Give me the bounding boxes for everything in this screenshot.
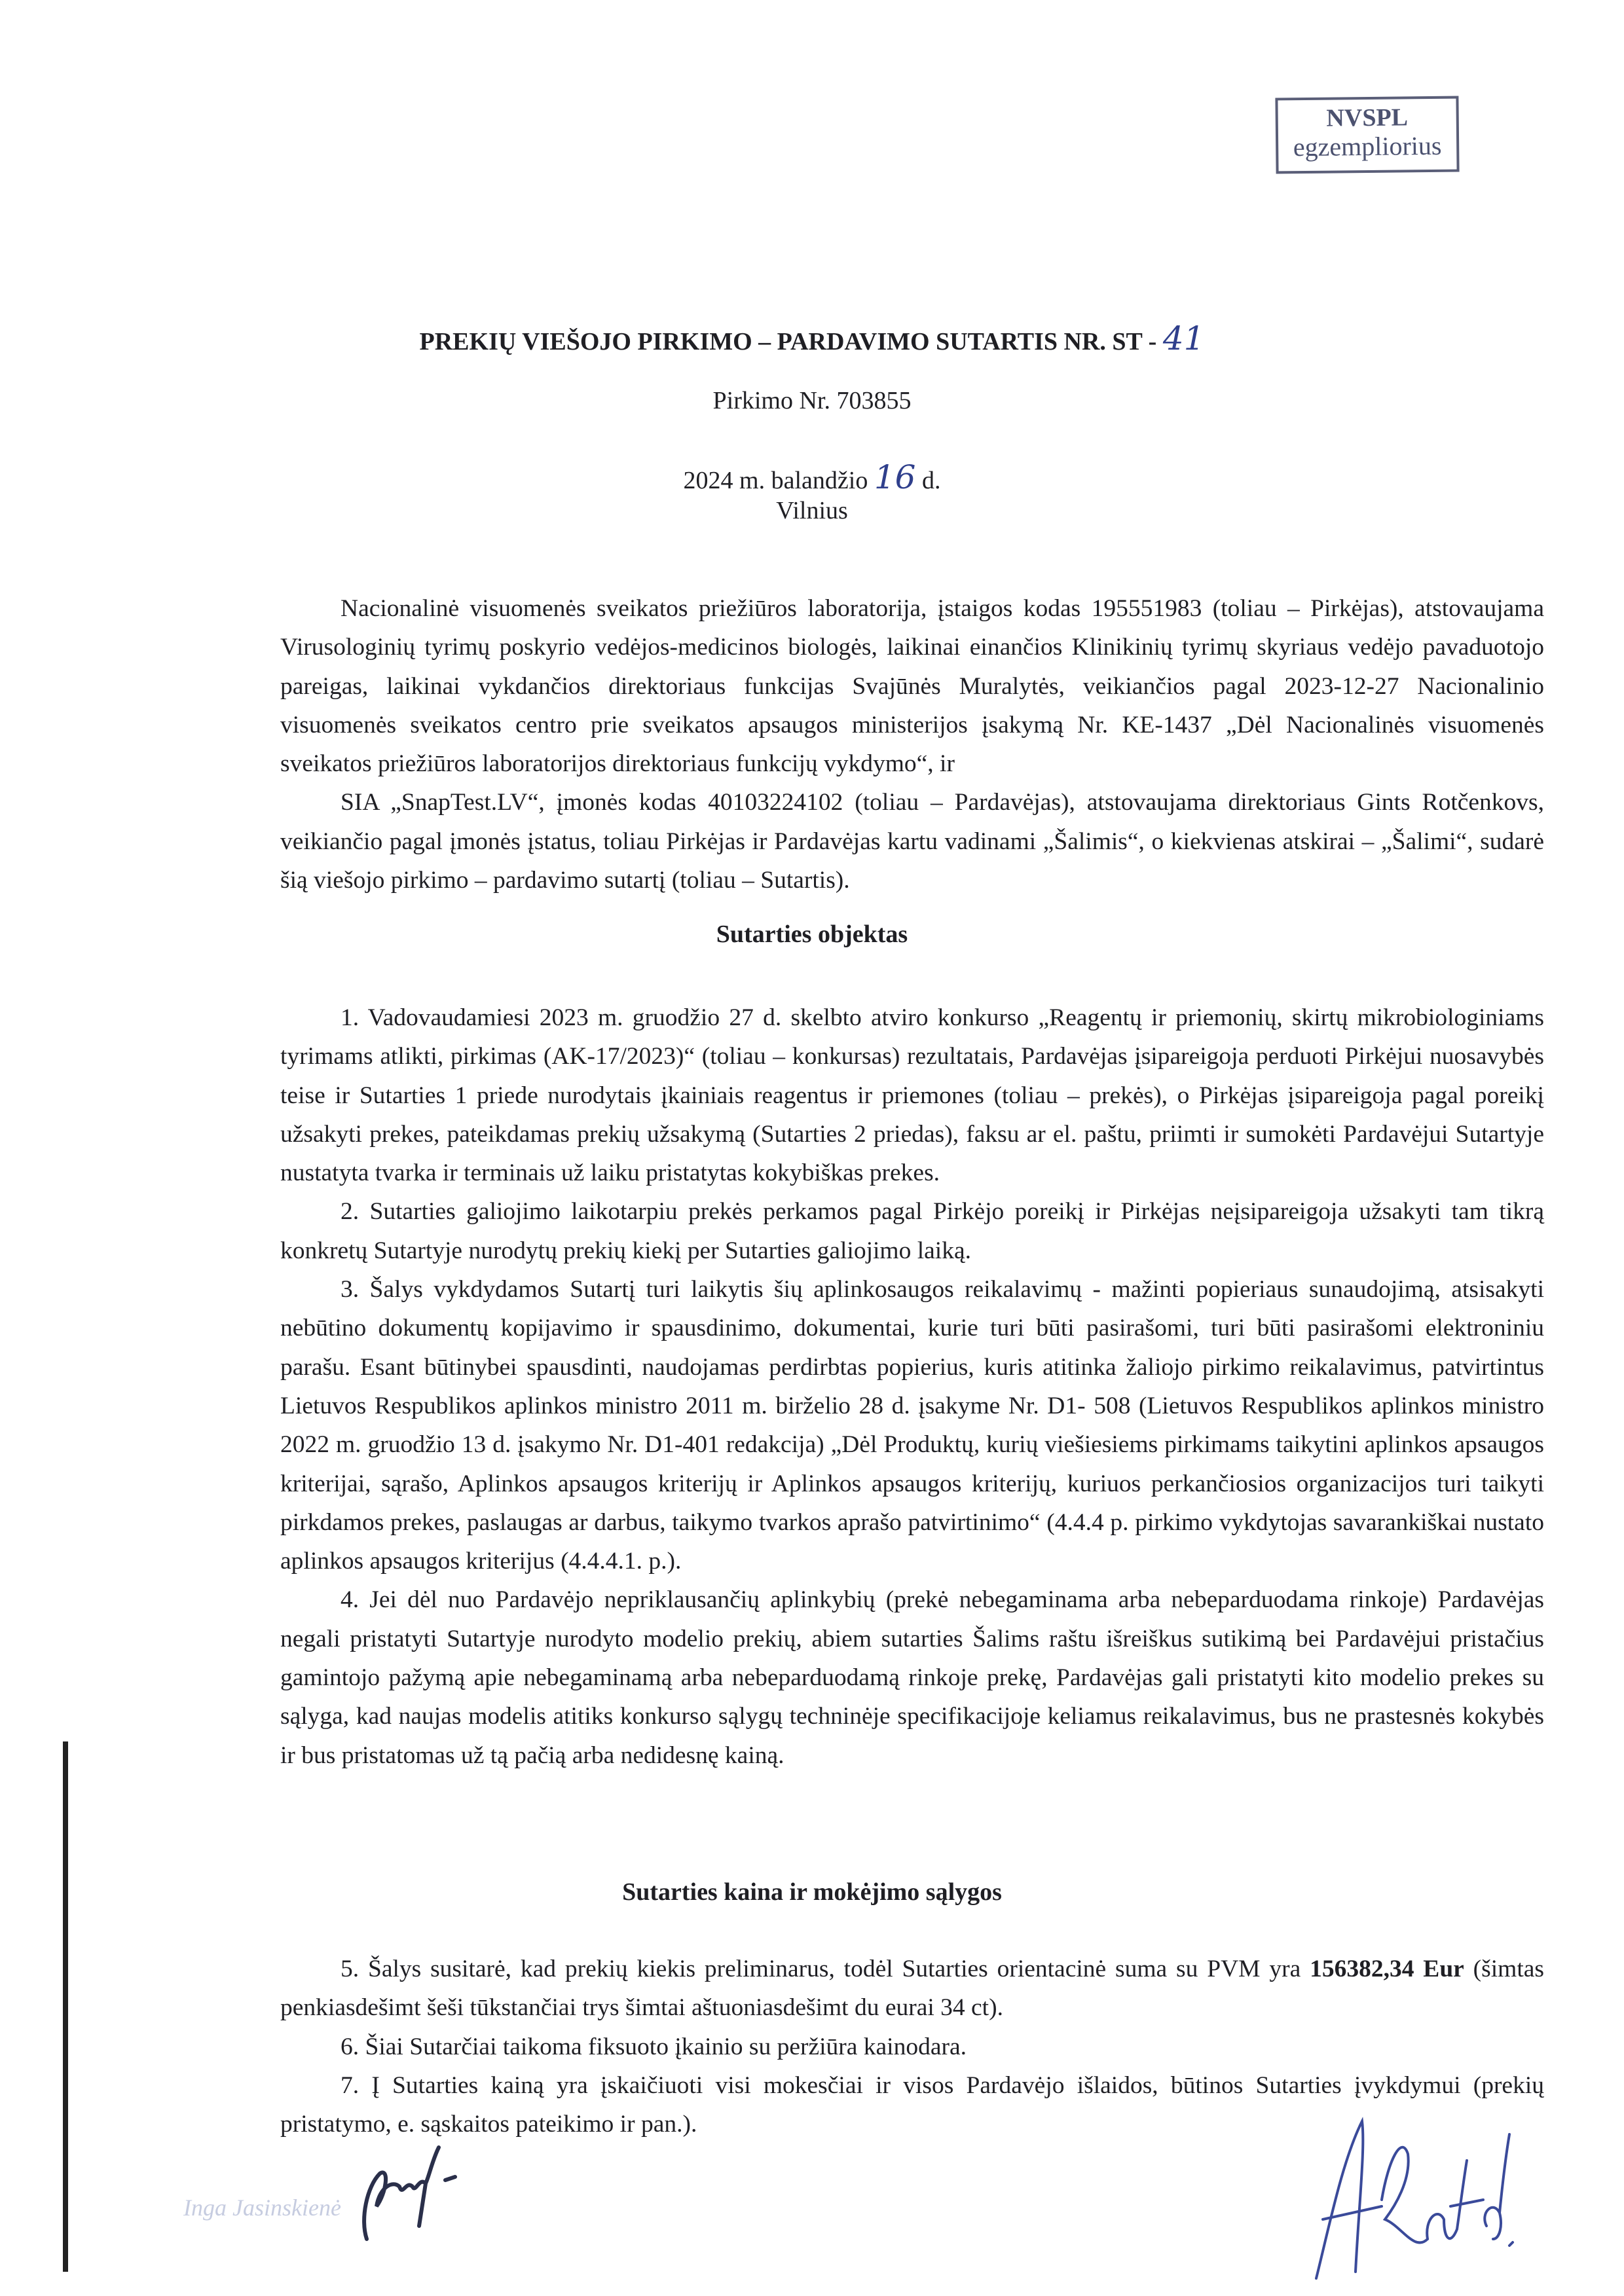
scan-edge-mark [63,1741,68,2272]
copy-stamp [1275,96,1459,174]
stamp-line-1: NVSPL [1326,103,1409,132]
clause-7: 7. Į Sutarties kainą yra įskaičiuoti visi mokesčiai ir visos Pardavėjo išlaidos, būtinos Sutarties įvykdymui (prekių pristatymo, e. sąskaitos pateikimo ir pan.). [280,2071,1544,2138]
clause-2: 2. Sutarties galiojimo laikotarpiu prekės perkamos pagal Pirkėjo poreikį ir Pirkėjas neįsipareigoja užsakyti tam tikrą konkretų Sutartyje nurodytų prekių kiekį per Sutarties galiojimo laiką. [280,1198,1544,1264]
date-prefix: 2024 m. balandžio [683,467,874,494]
faint-stamp [157,2141,341,2222]
contract-date [0,458,1624,496]
clause-5-prefix: 5. Šalys susitarė, kad prekių kiekis preliminarus, todėl Sutarties orientacinė suma su PVM yra [341,1956,1310,1982]
seller-signature [1303,2108,1519,2285]
contract-amount: 156382,34 Eur [1310,1956,1464,1982]
stamp-line-2: egzempliorius [1293,130,1442,162]
date-suffix: d. [915,467,941,494]
clause-4: 4. Jei dėl nuo Pardavėjo nepriklausančių aplinkybių (prekė nebegaminama arba nebeparduodama rinkoje) Pardavėjas negali pristatyti Sutartyje nurodyto modelio prekių, abiem sutarties Šalims raštu išreiškus sutikimą bei Pardavėjui pristačius gamintojo pažymą apie nebegaminamą arba nebeparduodamą rinkoje prekę, Pardavėjas gali pristatyti kito modelio prekes su sąlyga, kad naujas modelis atitiks konkurso sąlygų techninėje specifikacijoje keliamus reikalavimus, bus ne prastesnės kokybės ir bus pristatomas už tą pačią arba nedidesnę kainą. [280,1586,1544,1769]
buyer-signature [341,2141,471,2252]
section-heading-price: Sutarties kaina ir mokėjimo sąlygos [622,1878,1002,1906]
section-heading-object: Sutarties objektas [716,920,908,948]
intro-paragraph-seller: SIA „SnapTest.LV“, įmonės kodas 40103224102 (toliau – Pardavėjas), atstovaujama direktoriaus Gints Rotčenkovs, veikiančio pagal įmonės įstatus, toliau Pirkėjas ir Pardavėjas kartu vadinami „Šalimis“, o kiekvienas atskirai – „Šalimi“, sudarė šią viešojo pirkimo – pardavimo sutartį (toliau – Sutartis). [280,789,1544,894]
document-title [0,319,1624,357]
section-object-body [280,998,1544,1775]
clause-5-suffix: (šimtas penkiasdešimt šeši tūkstančiai trys šimtai aštuoniasdešimt du eurai 34 ct). [280,1956,1545,2022]
clause-3: 3. Šalys vykdydamos Sutartį turi laikytis šių aplinkosaugos reikalavimų - mažinti popieriaus sunaudojimą, atsisakyti nebūtino dokumentų kopijavimo ir spausdinimo, dokumentai, kurie turi būti pasirašomi, turi būti pasirašomi elektroniniu parašu. Esant būtinybei spausdinti, naudojamas perdirbtas popierius, kuris atitinka žaliojo pirkimo reikalavimus, patvirtintus Lietuvos Respublikos aplinkos ministro 2011 m. birželio 28 d. įsakyme Nr. D1- 508 (Lietuvos Respublikos aplinkos ministro 2022 m. gruodžio 13 d. įsakymo Nr. D1-401 redakcija) „Dėl Produktų, kurių viešiesiems pirkimams taikytini aplinkos apsaugos kriterijai, sąrašo, Aplinkos apsaugos kriterijų ir Aplinkos apsaugos kriterijų, kuriuos perkančiosios organizacijos turi taikyti pirkdamos prekes, paslaugas ar darbus, taikymo tvarkos aprašo patvirtinimo“ (4.4.4 p. pirkimo vykdytojas savarankiškai nustato aplinkos apsaugos kriterijus (4.4.4.1. p.). [280,1276,1544,1575]
clause-6: 6. Šiai Sutarčiai taikoma fiksuoto įkainio su peržiūra kainodara. [341,2033,967,2060]
contract-city: Vilnius [776,497,848,524]
purchase-number: Pirkimo Nr. 703855 [712,387,912,414]
handwritten-day: 16 [874,458,916,496]
title-text: PREKIŲ VIEŠOJO PIRKIMO – PARDAVIMO SUTARTIS NR. ST - [419,328,1163,355]
faint-stamp-name: Inga Jasinskienė [183,2195,341,2221]
handwritten-contract-number: 41 [1162,319,1205,357]
intro-section [280,589,1544,900]
clause-1: 1. Vadovaudamiesi 2023 m. gruodžio 27 d. skelbto atviro konkurso „Reagentų ir priemonių, skirtų mikrobiologiniams tyrimams atlikti, pirkimas (AK-17/2023)“ (toliau – konkursas) rezultatais, Pardavėjas įsipareigoja perduoti Pirkėjui nuosavybės teise ir Sutarties 1 priede nurodytais įkainiais reagentus ir priemones (toliau – prekės), o Pirkėjas įsipareigoja pagal poreikį užsakyti prekes, pateikdamas prekių užsakymą (Sutarties 2 priedas), faksu ar el. paštu, priimti ir sumokėti Pardavėjui Sutartyje nustatyta tvarka ir terminais už laiku pristatytas kokybiškas prekes. [280,1004,1544,1187]
clause-5 [280,1950,1544,2028]
intro-paragraph-buyer: Nacionalinė visuomenės sveikatos priežiūros laboratorija, įstaigos kodas 195551983 (toliau – Pirkėjas), atstovaujama Virusologinių tyrimų poskyrio vedėjos-medicinos biologės, laikinai einančios Klinikinių tyrimų skyriaus vedėjo pavaduotojo pareigas, laikinai vykdančios direktoriaus funkcijas Svajūnės Muralytės, veikiančios pagal 2023-12-27 Nacionalinio visuomenės sveikatos centro prie sveikatos apsaugos ministerijos įsakymą Nr. KE-1437 „Dėl Nacionalinės visuomenės sveikatos priežiūros laboratorijos direktoriaus funkcijų vykdymo“, ir [280,595,1544,778]
